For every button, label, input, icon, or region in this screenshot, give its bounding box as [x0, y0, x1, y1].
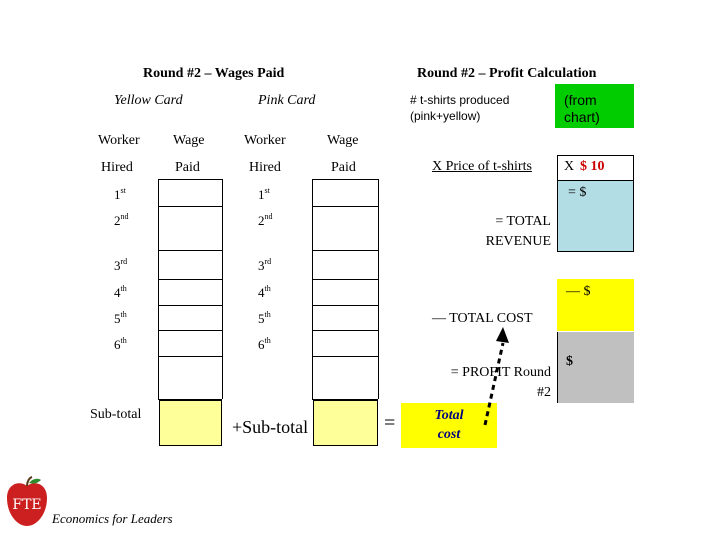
yellow-card-label: Yellow Card — [114, 93, 183, 108]
total-cost-label: — TOTAL COST — [432, 311, 533, 326]
pink-wage-header: Wage — [327, 133, 359, 148]
ordinal: 5th — [114, 310, 127, 326]
pink-wage-cell-1[interactable] — [313, 180, 378, 206]
yellow-wage-cell-1[interactable] — [159, 180, 222, 206]
yellow-wage-cell-4[interactable] — [159, 280, 222, 305]
yellow-subtotal-label: Sub-total — [90, 407, 142, 422]
yellow-worker-header: Worker — [98, 133, 140, 148]
profit-title: Round #2 – Profit Calculation — [417, 66, 597, 81]
price-label: X Price of t-shirts — [432, 159, 532, 174]
total-cost-calc-box[interactable] — [557, 279, 634, 331]
tshirts-label-line1: # t-shirts produced — [410, 93, 510, 107]
yellow-paid-header: Paid — [175, 160, 200, 175]
pink-wage-cell-2[interactable] — [313, 207, 378, 250]
ordinal: 6th — [258, 336, 271, 352]
profit-dollar: $ — [566, 354, 573, 369]
yellow-wage-header: Wage — [173, 133, 205, 148]
pink-subtotal-label — [232, 417, 308, 438]
pink-row-label-3 — [258, 257, 271, 274]
ordinal: 4th — [258, 284, 271, 300]
price-prefix: X — [564, 159, 575, 174]
yellow-wage-cell-2[interactable] — [159, 207, 222, 250]
wages-title: Round #2 – Wages Paid — [143, 66, 285, 81]
subtotal-equals: = — [384, 412, 396, 434]
ordinal: 6th — [114, 336, 127, 352]
yellow-row-label-5 — [114, 310, 127, 327]
yellow-row-label-6 — [114, 336, 127, 353]
tshirts-produced-label — [410, 92, 509, 124]
pink-subtotal-cell[interactable] — [313, 400, 378, 446]
profit-line1: = PROFIT Round — [450, 365, 551, 380]
plus-subtotal-text: +Sub-total — [232, 417, 309, 437]
yellow-hired-header: Hired — [101, 160, 133, 175]
price-box — [557, 155, 634, 181]
total-cost-arrow — [460, 325, 520, 430]
pink-row-label-2 — [258, 212, 273, 229]
ordinal: 1st — [258, 186, 270, 202]
tshirts-produced-box[interactable] — [555, 84, 634, 128]
pink-row-label-1 — [258, 186, 270, 203]
total-cost-box-line2: cost — [437, 427, 461, 442]
from-chart-line2: chart) — [564, 109, 600, 125]
pink-row-label-6 — [258, 336, 271, 353]
yellow-wage-cell-3[interactable] — [159, 251, 222, 279]
ordinal: 3rd — [258, 257, 272, 273]
ordinal: 2nd — [258, 212, 273, 228]
ordinal: 4th — [114, 284, 127, 300]
yellow-subtotal-cell[interactable] — [159, 400, 222, 446]
price-value: $ 10 — [580, 159, 605, 174]
pink-wage-cell-4[interactable] — [313, 280, 378, 305]
from-chart-text — [564, 92, 600, 126]
footer-tagline: Economics for Leaders — [52, 511, 173, 526]
yellow-row-label-1 — [114, 186, 126, 203]
yellow-row-label-3 — [114, 257, 127, 274]
ordinal: 5th — [258, 310, 271, 326]
ordinal: 3rd — [114, 257, 128, 273]
revenue-equals-dollar: = $ — [568, 185, 587, 200]
pink-card-label: Pink Card — [258, 93, 316, 108]
total-cost-box-line1: Total — [434, 408, 464, 423]
pink-wage-cell-5[interactable] — [313, 306, 378, 330]
total-revenue-line2: REVENUE — [485, 234, 551, 249]
pink-wage-cell-6[interactable] — [313, 331, 378, 356]
profit-line2: #2 — [537, 385, 551, 400]
tshirts-label-line2: (pink+yellow) — [410, 109, 481, 123]
pink-paid-header: Paid — [331, 160, 356, 175]
total-revenue-line1: = TOTAL — [495, 214, 551, 229]
from-chart-line1: (from — [564, 92, 597, 108]
total-revenue-box[interactable] — [557, 181, 634, 252]
pink-hired-header: Hired — [249, 160, 281, 175]
profit-box[interactable] — [557, 332, 634, 403]
ordinal: 2nd — [114, 212, 129, 228]
yellow-row-label-4 — [114, 284, 127, 301]
total-revenue-label — [440, 212, 551, 252]
pink-row-label-4 — [258, 284, 271, 301]
ordinal: 1st — [114, 186, 126, 202]
pink-wage-cell-3[interactable] — [313, 251, 378, 279]
yellow-row-label-2 — [114, 212, 129, 229]
pink-worker-header: Worker — [244, 133, 286, 148]
yellow-wage-cell-5[interactable] — [159, 306, 222, 330]
yellow-wage-cell-6[interactable] — [159, 331, 222, 356]
cost-minus-dollar: — $ — [566, 284, 591, 299]
fte-logo-text: FTE — [12, 497, 42, 513]
pink-row-label-5 — [258, 310, 271, 327]
